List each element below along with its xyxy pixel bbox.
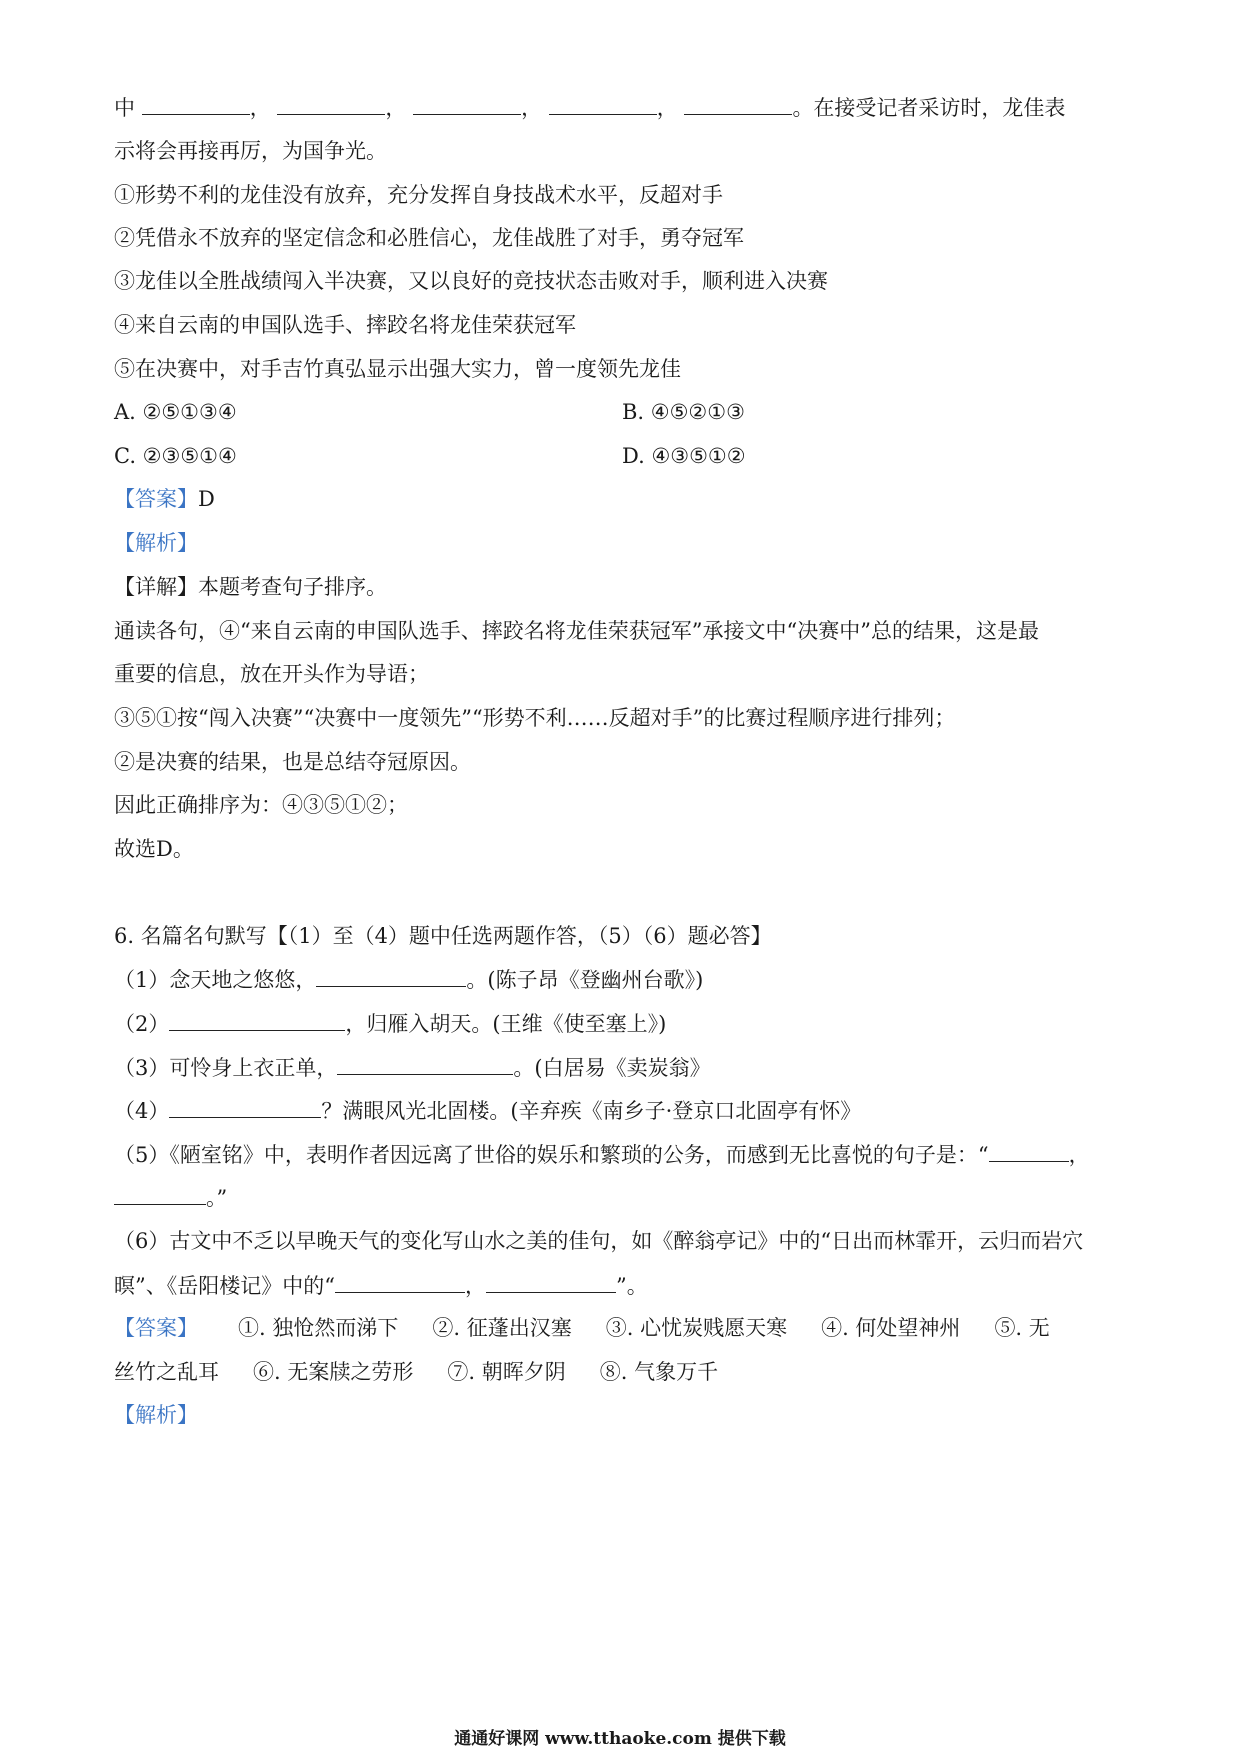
- blank-3[interactable]: [413, 92, 521, 115]
- option-a[interactable]: A. ②⑤①③④: [114, 400, 237, 424]
- q6-item-3: [114, 1052, 1134, 1083]
- sentence-1: ①形势不利的龙佳没有放弃，充分发挥自身技战术水平，反超对手: [114, 183, 723, 207]
- answer-tag: 【答案】: [114, 1316, 198, 1340]
- answer-item: ⑦. 朝晖夕阴: [447, 1360, 566, 1384]
- blank-4[interactable]: [549, 92, 657, 115]
- sentence-4: ④来自云南的申国队选手、摔跤名将龙佳荣获冠军: [114, 313, 576, 337]
- blank-6-6a[interactable]: [335, 1270, 465, 1293]
- comma: ，: [464, 1274, 486, 1298]
- comma: ，: [521, 96, 543, 120]
- blank-1[interactable]: [142, 92, 250, 115]
- option-b[interactable]: B. ④⑤②①③: [622, 400, 745, 424]
- answer-item: ②. 征蓬出汉塞: [432, 1316, 572, 1340]
- q5-analysis-tag: 【解析】: [114, 531, 198, 555]
- item-text: （2）: [114, 1012, 170, 1036]
- comma: ，: [656, 96, 678, 120]
- blank-6-1[interactable]: [316, 964, 466, 987]
- answer-item: ④. 何处望神州: [821, 1316, 961, 1340]
- q5-stem-line2: 示将会再接再厉，为国争光。: [114, 139, 387, 163]
- answer-item: ③. 心忧炭贱愿天寒: [605, 1316, 788, 1340]
- q6-answer-line2: [114, 1357, 1134, 1387]
- item-end: ”。: [615, 1274, 648, 1298]
- detail-tag: 【详解】: [114, 575, 198, 599]
- q5-stem-prefix: 中: [114, 96, 135, 120]
- item-source: 。(陈子昂《登幽州台歌》): [466, 968, 704, 992]
- q6-item-5-cont: [114, 1182, 1134, 1213]
- blank-6-5b[interactable]: [114, 1182, 206, 1205]
- explain-line-4: ②是决赛的结果，也是总结夺冠原因。: [114, 750, 471, 774]
- blank-2[interactable]: [277, 92, 385, 115]
- option-c[interactable]: C. ②③⑤①④: [114, 444, 237, 468]
- blank-6-6b[interactable]: [486, 1270, 616, 1293]
- comma: ，: [1068, 1143, 1090, 1167]
- sentence-5: ⑤在决赛中，对手吉竹真弘显示出强大实力，曾一度领先龙佳: [114, 357, 681, 381]
- item-text: （4）: [114, 1099, 170, 1123]
- explain-line-1: 通读各句，④“来自云南的申国队选手、摔跤名将龙佳荣获冠军”承接文中“决赛中”总的结果，这是最: [114, 619, 1039, 643]
- blank-5[interactable]: [684, 92, 792, 115]
- detail-text: 本题考查句子排序。: [198, 575, 387, 599]
- explain-line-2: 重要的信息，放在开头作为导语；: [114, 662, 429, 686]
- explain-line-6: 故选D。: [114, 837, 194, 861]
- q6-item-4: [114, 1095, 1134, 1126]
- option-d[interactable]: D. ④③⑤①②: [622, 444, 746, 468]
- answer-item: ⑥. 无案牍之劳形: [253, 1360, 414, 1384]
- answer-item: ①. 独怆然而涕下: [238, 1316, 399, 1340]
- item-text: （3）可怜身上衣正单，: [114, 1056, 338, 1080]
- answer-item: ⑤. 无: [994, 1316, 1050, 1340]
- sentence-3: ③龙佳以全胜战绩闯入半决赛，又以良好的竞技状态击败对手，顺利进入决赛: [114, 269, 828, 293]
- q6-analysis-tag: 【解析】: [114, 1403, 198, 1427]
- q6-item-1: [114, 964, 1134, 995]
- item-source: ？满眼风光北固楼。(辛弃疾《南乡子·登京口北固亭有怀》: [321, 1099, 862, 1123]
- q6-item-2: [114, 1008, 1134, 1039]
- explain-line-3: ③⑤①按“闯入决赛”“决赛中一度领先”“形势不利……反超对手”的比赛过程顺序进行排列；: [114, 706, 956, 730]
- item-end: 。”: [206, 1186, 228, 1210]
- answer-item: ⑧. 气象万千: [599, 1360, 719, 1384]
- q5-detail: [114, 572, 1134, 602]
- item-text: 暝”、《岳阳楼记》中的“: [114, 1274, 335, 1298]
- q6-answer-line1: [114, 1313, 1134, 1343]
- q6-item-5: [114, 1139, 1134, 1170]
- blank-6-2[interactable]: [169, 1008, 345, 1031]
- q5-stem-line1: [114, 92, 1134, 123]
- comma: ，: [249, 96, 271, 120]
- explain-line-5: 因此正确排序为：④③⑤①②；: [114, 793, 408, 817]
- blank-6-3[interactable]: [337, 1052, 513, 1075]
- item-text: （1）念天地之悠悠，: [114, 968, 317, 992]
- blank-6-4[interactable]: [169, 1095, 321, 1118]
- item-text: （5）《陋室铭》中，表明作者因远离了世俗的娱乐和繁琐的公务，而感到无比喜悦的句子是：“: [114, 1143, 989, 1167]
- sentence-2: ②凭借永不放弃的坚定信念和必胜信心，龙佳战胜了对手，勇夺冠军: [114, 226, 744, 250]
- comma: ，: [385, 96, 407, 120]
- q5-answer: [114, 484, 1134, 514]
- item-source: ，归雁入胡天。(王维《使至塞上》): [345, 1012, 667, 1036]
- q6-item-6: （6）古文中不乏以早晚天气的变化写山水之美的佳句，如《醉翁亭记》中的“日出而林霏开，云归而岩穴: [114, 1229, 1084, 1253]
- q5-stem-suffix: 。在接受记者采访时，龙佳表: [792, 96, 1066, 120]
- page-footer: 通通好课网 www.tthaoke.com 提供下载: [454, 1729, 786, 1749]
- q6-title: 6. 名篇名句默写【（1）至（4）题中任选两题作答，（5）（6）题必答】: [114, 924, 772, 948]
- answer-tag: 【答案】: [114, 487, 198, 511]
- answer-item: 丝竹之乱耳: [114, 1360, 219, 1384]
- q6-item-6-cont: [114, 1270, 1134, 1301]
- blank-6-5a[interactable]: [989, 1139, 1069, 1162]
- answer-value: D: [198, 487, 215, 511]
- item-source: 。(白居易《卖炭翁》: [513, 1056, 711, 1080]
